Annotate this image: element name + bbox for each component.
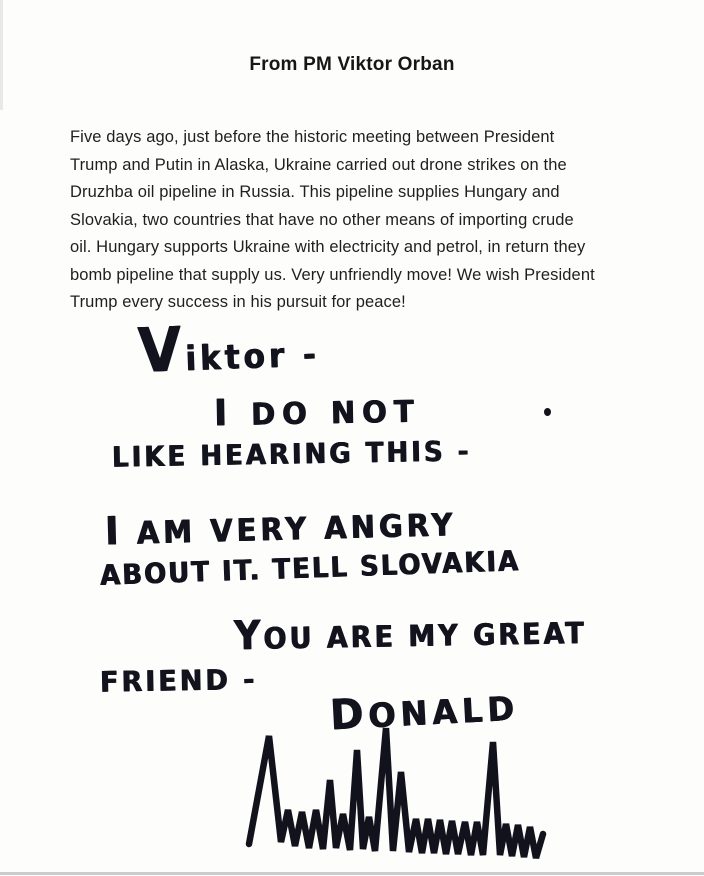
handwritten-line-like-hearing-this: LIKE HEARING THIS - xyxy=(111,435,472,475)
body-line: Trump every success in his pursuit for peace! xyxy=(70,293,406,311)
body-line: bomb pipeline that supply us. Very unfriendly move! We wish President xyxy=(70,265,595,284)
handwritten-line-you-are-my-great: YOU ARE MY GREAT xyxy=(233,611,587,660)
body-line: Druzhba oil pipeline in Russia. This pipeline supplies Hungary and xyxy=(70,183,560,201)
photo-bottom-edge-line xyxy=(0,872,704,875)
handwritten-line-donald: DONALD xyxy=(328,688,520,741)
handwritten-line-about-it-tell-slovakia: ABOUT IT. TELL SLOVAKIA xyxy=(99,545,521,593)
handwritten-line-i-do-not: I DO NOT xyxy=(213,392,421,435)
stray-marker-dot xyxy=(544,408,551,416)
handwritten-line-viktor: Viktor - xyxy=(136,314,321,388)
handwritten-line-i-am-very-angry: I AM VERY ANGRY xyxy=(104,506,457,555)
handwritten-line-friend: FRIEND - xyxy=(99,663,258,700)
trump-signature-scribble-icon xyxy=(224,722,560,870)
body-line: Five days ago, just before the historic meeting between President xyxy=(70,128,555,146)
body-line: oil. Hungary supports Ukraine with electricity and petrol, in return they xyxy=(70,238,586,256)
letter-title: From PM Viktor Orban xyxy=(249,54,455,75)
body-line: Slovakia, two countries that have no other means of importing crude xyxy=(70,210,574,229)
body-line: Trump and Putin in Alaska, Ukraine carried out drone strikes on the xyxy=(70,155,567,174)
letter-body xyxy=(70,124,670,317)
